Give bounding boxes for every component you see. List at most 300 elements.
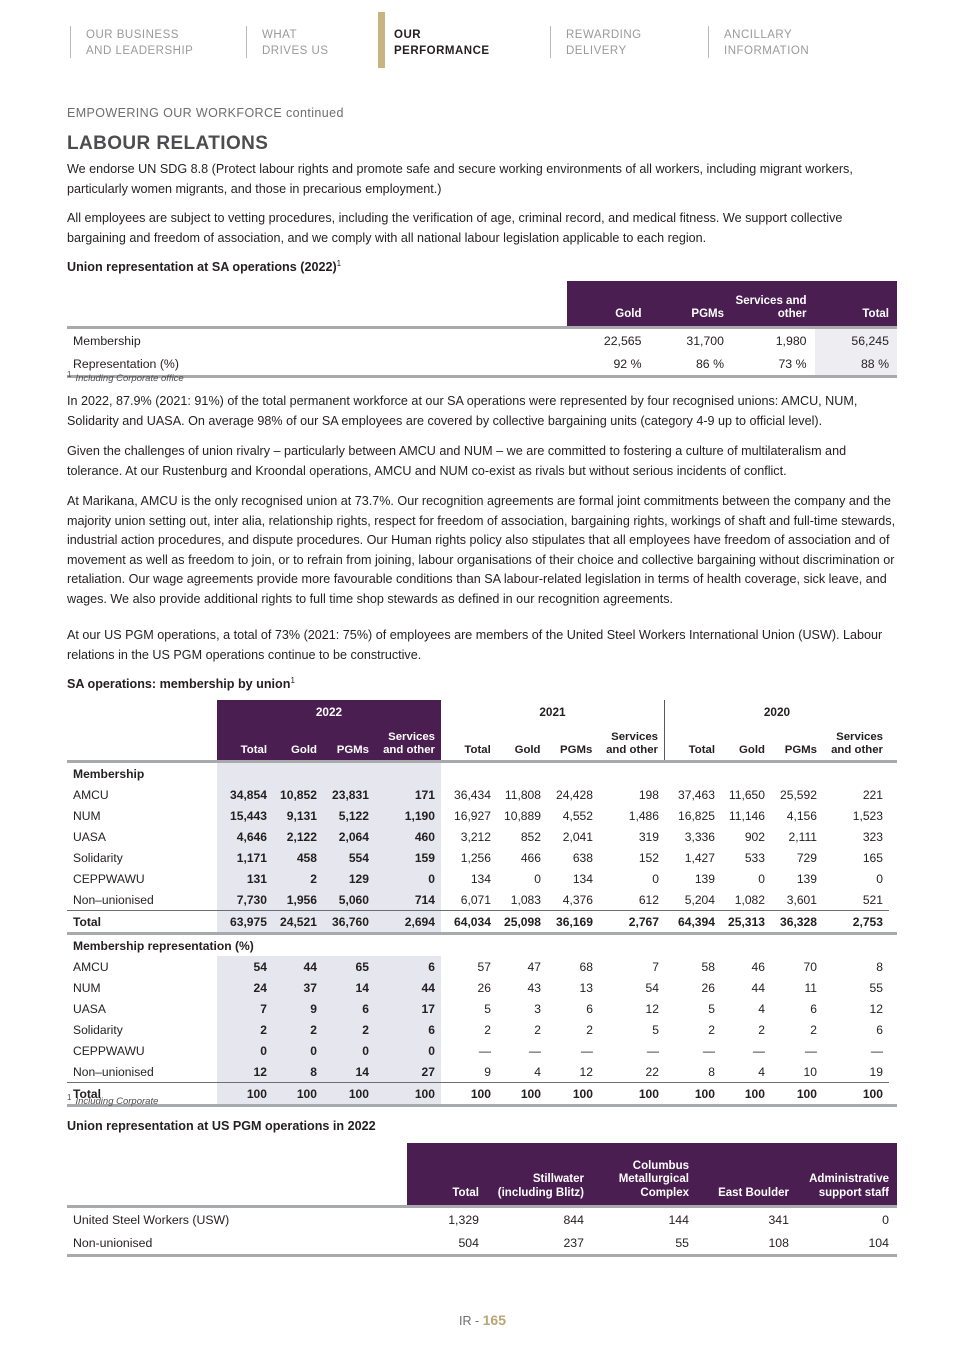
table3-header-spacer	[67, 1143, 407, 1205]
table2-cell-gold: 11,146	[728, 808, 765, 823]
table-row	[67, 784, 897, 805]
table2-row-label: Total	[73, 914, 101, 929]
table2-section-representation	[67, 935, 897, 956]
footer-page-number: 165	[482, 1312, 506, 1328]
table2-cell-services: 100	[862, 1086, 883, 1101]
table2-group-2021	[441, 1040, 665, 1061]
paragraph-6: At our US PGM operations, a total of 73% (2021: 75%) of employees are members of the United Steel Workers International Union (USW). Labour relations in the US PGM operations continue to be constructive.	[67, 628, 883, 662]
table2-group-2022	[217, 847, 441, 868]
table2-group-2021	[441, 889, 665, 910]
table2-cell-gold: 466	[520, 850, 541, 865]
table2-row-label: Non–unionised	[73, 892, 154, 907]
table2-cell-gold: 44	[303, 959, 317, 974]
table2-bottom-rule	[67, 1104, 897, 1107]
table2-cell-gold: 2	[758, 1022, 765, 1037]
table2-cell-pgms: 2,064	[338, 829, 369, 844]
table2-cell-pgms: 554	[348, 850, 369, 865]
nav-item-rewarding-delivery[interactable]	[550, 0, 710, 59]
table2-col-services-line1: Services	[388, 731, 435, 743]
nav-label-line1: ANCILLARY	[724, 29, 793, 41]
footer-prefix: IR -	[459, 1314, 483, 1328]
table2-group-2020	[665, 805, 889, 826]
nav-label-line2: DRIVES US	[262, 44, 329, 57]
table2-cell-total: 54	[253, 959, 267, 974]
table2-cell-pgms: 100	[796, 1086, 817, 1101]
table3-col-stillwater-line2: (including Blitz)	[497, 1186, 584, 1199]
table2-cell-services: 22	[645, 1064, 659, 1079]
table2-group-2020	[665, 868, 889, 889]
table1-col-services-line2: other	[777, 308, 807, 320]
table2-cell-services: 1,523	[852, 808, 883, 823]
table2-section-shade	[217, 763, 441, 784]
table2-cell-total: 134	[470, 871, 491, 886]
table2-cell-total: 16,825	[678, 808, 715, 823]
table2-group-2020	[665, 1019, 889, 1040]
table2-cell-total: —	[478, 1043, 491, 1058]
table2-cell-pgms: 4,552	[562, 808, 593, 823]
table2-group-2020	[665, 998, 889, 1019]
table2-cell-total: 63,975	[230, 914, 267, 929]
paragraph-2: All employees are subject to vetting procedures, including the verification of age, criminal record, and medical fitness. We support collective bargaining and freedom of association, and we comply with all national labour legislation applicable to each region.	[67, 211, 843, 245]
table2-cell-services: 12	[645, 1001, 659, 1016]
table2-group-2022	[217, 1061, 441, 1082]
table-row	[67, 1231, 897, 1254]
paragraph-5: At Marikana, AMCU is the only recognised union at 73.7%. Our recognition agreements are formal joint commitments between the company and the majority union setting out, inter alia, relationship rights, respect for freedom of association, bargaining rights, workings of shaft and full-time stewards, industrial action procedures, and dispute procedures. Our Human rights policy also stipulates that all employees have freedom of association and of movement as well as freedom to join, or to refrain from joining, labour organisations of their choice and collective bargaining without discrimination or retaliation. Our wage agreements provide more favourable conditions than SA labour-related legislation in terms of health coverage, sick leave, and wages. We also provide additional rights to full time shop stewards as defined in our recognition agreements.	[67, 494, 896, 606]
table2-group-2021	[441, 826, 665, 847]
table3-caption: Union representation at US PGM operations in 2022	[67, 1119, 376, 1133]
table-row	[67, 329, 897, 352]
nav-divider-icon	[708, 26, 709, 58]
table2-col-services-and-other	[823, 724, 889, 760]
table2-cell-total: 36,434	[454, 787, 491, 802]
table2-cell-pgms: 23,831	[332, 787, 369, 802]
nav-label-line2: DELIVERY	[566, 44, 627, 57]
table2-cell-pgms: 0	[362, 1043, 369, 1058]
table2-cell-gold: 10,852	[280, 787, 317, 802]
table2-group-2022	[217, 805, 441, 826]
table2-row-label: Solidarity	[73, 1022, 123, 1037]
table2-cell-services: 0	[428, 871, 435, 886]
table2-cell-pgms: 2	[810, 1022, 817, 1037]
table-row	[67, 1061, 897, 1082]
table2-cell-services: 17	[421, 1001, 435, 1016]
table2-cell-gold: 0	[310, 1043, 317, 1058]
table2-group-2021	[441, 784, 665, 805]
table2-cell-services: 1,486	[628, 808, 659, 823]
table2-subheader-2021	[441, 724, 665, 760]
table2-cell-gold: —	[528, 1043, 541, 1058]
table1-col-gold: Gold	[567, 281, 650, 326]
table2-section-membership	[67, 763, 897, 784]
table2-cell-pgms: 638	[572, 850, 593, 865]
table3-col-adm-line2: support staff	[818, 1186, 889, 1199]
table2-group-2021	[441, 911, 665, 932]
table2-cell-services: 165	[862, 850, 883, 865]
table2-cell-services: 7	[652, 959, 659, 974]
table2-cell-pgms: 2,111	[788, 829, 817, 844]
table2-cell-total: 2	[260, 1022, 267, 1037]
table2-cell-pgms: 65	[355, 959, 369, 974]
nav-item-our-performance[interactable]	[378, 0, 558, 59]
table2-col-services-line1: Services	[611, 731, 658, 743]
table3-col-cmc-line3: Complex	[640, 1186, 689, 1199]
table2-cell-services: 2,753	[852, 914, 883, 929]
paragraph-1: We endorse UN SDG 8.8 (Protect labour rights and promote safe and secure working environments of all workers, including migrant workers, particularly women migrants, and those in precarious employment.)	[67, 162, 853, 196]
table3-col-total: Total	[407, 1143, 487, 1205]
table2-col-services-and-other	[375, 724, 441, 760]
nav-label-line2: PERFORMANCE	[394, 44, 490, 57]
table2-group-2022	[217, 956, 441, 977]
table2-cell-gold: 2	[310, 871, 317, 886]
table2-group-2021	[441, 805, 665, 826]
table2-cell-services: 2,694	[404, 914, 435, 929]
table2-footnote: $^1$ Including Corporate	[67, 1093, 159, 1108]
table2-row-label: Non–unionised	[73, 1064, 154, 1079]
table2-cell-gold: 2,122	[286, 829, 317, 844]
table3-col-cmc-line2: Metallurgical	[618, 1173, 689, 1185]
table2-cell-services: 100	[638, 1086, 659, 1101]
table2-subheader-2020	[665, 724, 889, 760]
page-title: LABOUR RELATIONS	[67, 133, 269, 154]
table2-cell-pgms: 13	[579, 980, 593, 995]
table2-cell-total: 16,927	[454, 808, 491, 823]
table2-cell-total: 37,463	[678, 787, 715, 802]
table2-cell-pgms: 36,169	[556, 914, 593, 929]
table2-cell-total: 15,443	[230, 808, 267, 823]
table2-cell-gold: 46	[751, 959, 765, 974]
table2-cell-gold: 8	[310, 1064, 317, 1079]
table2-cell-pgms: 36,328	[780, 914, 817, 929]
table2-cell-gold: 25,098	[504, 914, 541, 929]
table2-cell-total: 139	[694, 871, 715, 886]
table2-group-2020	[665, 1040, 889, 1061]
table2-cell-gold: 533	[744, 850, 765, 865]
table2-cell-total: 2	[708, 1022, 715, 1037]
sep-spacer	[67, 1082, 217, 1083]
table2-group-2020	[665, 1083, 889, 1104]
table3-row-label: Non-unionised	[73, 1235, 153, 1250]
table2-cell-pgms: 6	[810, 1001, 817, 1016]
table3-cell-total: 504	[458, 1235, 479, 1250]
table1-cell-gold: 22,565	[603, 333, 642, 348]
table2-cell-total: 7,730	[236, 892, 267, 907]
table2-cell-total: 5	[484, 1001, 491, 1016]
table2-cell-gold: 11,650	[728, 787, 765, 802]
table2-cell-pgms: 24,428	[556, 787, 593, 802]
table2-cell-pgms: 14	[355, 980, 369, 995]
table2-cell-services: 323	[862, 829, 883, 844]
table2-cell-services: 2,767	[628, 914, 659, 929]
table-union-representation-us-pgm-2022	[67, 1143, 897, 1257]
table2-cell-total: 57	[477, 959, 491, 974]
table2-cell-pgms: 2	[362, 1022, 369, 1037]
table-row	[67, 977, 897, 998]
table3-cell-east-boulder: 341	[768, 1212, 789, 1227]
table2-col-pgms: PGMs	[560, 743, 593, 756]
table-sa-membership-by-union	[67, 700, 897, 1107]
table2-cell-services: 44	[421, 980, 435, 995]
table1-row-label: Representation (%)	[73, 356, 179, 371]
nav-label-line2: AND LEADERSHIP	[86, 44, 194, 57]
table3-row-label: United Steel Workers (USW)	[73, 1212, 230, 1227]
table2-cell-pgms: 70	[803, 959, 817, 974]
table2-cell-gold: 4	[758, 1064, 765, 1079]
table2-cell-pgms: 25,592	[780, 787, 817, 802]
nav-label-line1: OUR BUSINESS	[86, 29, 179, 41]
table3-cell-cmc: 55	[675, 1235, 689, 1250]
table2-cell-gold: 1,956	[286, 892, 317, 907]
table2-section-label: Membership representation (%)	[73, 938, 254, 953]
table2-cell-services: 714	[414, 892, 435, 907]
table-row	[67, 889, 897, 910]
table3-bottom-rule	[67, 1254, 897, 1257]
table2-cell-services: 152	[638, 850, 659, 865]
table1-col-services-line1: Services and	[735, 295, 807, 307]
table-row	[67, 998, 897, 1019]
table2-col-pgms: PGMs	[784, 743, 817, 756]
table2-cell-total: 9	[484, 1064, 491, 1079]
table2-group-2022	[217, 868, 441, 889]
table2-cell-services: 6	[876, 1022, 883, 1037]
table-row	[67, 847, 897, 868]
sep-spacer	[67, 910, 217, 911]
table2-subheader-spacer	[67, 724, 217, 760]
table2-cell-total: 3,336	[684, 829, 715, 844]
table2-cell-services: 1,190	[404, 808, 435, 823]
table2-cell-pgms: 129	[348, 871, 369, 886]
table2-cell-total: 3,212	[460, 829, 491, 844]
table2-cell-gold: 1,082	[734, 892, 765, 907]
table-row	[67, 352, 897, 375]
table2-cell-gold: 3	[534, 1001, 541, 1016]
table3-col-east-boulder: East Boulder	[697, 1143, 797, 1205]
table-row	[67, 911, 897, 932]
table2-cell-total: 2	[484, 1022, 491, 1037]
table2-cell-gold: 100	[520, 1086, 541, 1101]
table2-group-2022	[217, 1083, 441, 1104]
table2-cell-gold: 47	[527, 959, 541, 974]
table2-cell-gold: 24,521	[280, 914, 317, 929]
table2-group-2022	[217, 826, 441, 847]
table2-cell-gold: 852	[520, 829, 541, 844]
nav-divider-icon	[246, 26, 247, 58]
table2-cell-total: 34,854	[230, 787, 267, 802]
table3-cell-admin: 0	[882, 1212, 889, 1227]
table2-cell-gold: 37	[303, 980, 317, 995]
table2-cell-pgms: 6	[362, 1001, 369, 1016]
table2-cell-pgms: 729	[796, 850, 817, 865]
table2-group-2021	[441, 1019, 665, 1040]
table2-cell-pgms: —	[580, 1043, 593, 1058]
table2-cell-total: 100	[246, 1086, 267, 1101]
table2-cell-total: 64,034	[454, 914, 491, 929]
table1-cell-pgms: 31,700	[686, 333, 724, 348]
table1-col-services-and-other	[732, 281, 815, 326]
table2-cell-services: 54	[645, 980, 659, 995]
table2-col-total: Total	[464, 743, 491, 756]
nav-item-what-drives-us[interactable]	[246, 0, 376, 59]
table2-group-2021	[441, 868, 665, 889]
table2-cell-pgms: 36,760	[332, 914, 369, 929]
table2-cell-pgms: 2	[586, 1022, 593, 1037]
table-row	[67, 868, 897, 889]
table2-cell-total: 1,171	[236, 850, 267, 865]
page-footer	[0, 1312, 965, 1328]
nav-active-indicator-icon	[378, 12, 385, 68]
table2-cell-gold: 11,808	[504, 787, 541, 802]
table1-header-spacer	[67, 281, 567, 326]
table-row	[67, 1019, 897, 1040]
table2-group-2022	[217, 1040, 441, 1061]
table2-cell-gold: 0	[758, 871, 765, 886]
table2-cell-pgms: 4,376	[562, 892, 593, 907]
table2-cell-total: 100	[470, 1086, 491, 1101]
table2-cell-pgms: —	[804, 1043, 817, 1058]
table2-cell-total: 5,204	[684, 892, 715, 907]
table2-cell-pgms: 6	[586, 1001, 593, 1016]
table3-cell-stillwater: 237	[563, 1235, 584, 1250]
table2-col-gold: Gold	[291, 743, 317, 756]
table2-cell-pgms: 2,041	[562, 829, 593, 844]
table2-col-gold: Gold	[739, 743, 765, 756]
table2-cell-gold: 9,131	[286, 808, 317, 823]
table-row	[67, 826, 897, 847]
table2-cell-services: 0	[428, 1043, 435, 1058]
table2-cell-gold: 100	[296, 1086, 317, 1101]
table2-year-header-row	[67, 700, 897, 724]
paragraph-3: In 2022, 87.9% (2021: 91%) of the total permanent workforce at our SA operations were represented by four recognised unions: AMCU, NUM, Solidarity and UASA. On average 98% of our SA employees are covered by collective bargaining units (category 4-9 up to official level).	[67, 394, 858, 428]
table2-row-label: NUM	[73, 980, 101, 995]
table2-group-2020	[665, 1061, 889, 1082]
table2-group-2022	[217, 1019, 441, 1040]
table2-cell-total: 4,646	[236, 829, 267, 844]
nav-item-ancillary-information[interactable]	[708, 0, 888, 59]
table3-col-stillwater-line1: Stillwater	[532, 1173, 584, 1185]
table2-cell-gold: 458	[296, 850, 317, 865]
table1-col-total: Total	[815, 281, 898, 326]
nav-label-line2: INFORMATION	[724, 44, 810, 57]
table2-cell-pgms: 5,122	[338, 808, 369, 823]
table2-col-total: Total	[688, 743, 715, 756]
table2-cell-pgms: 134	[572, 871, 593, 886]
table2-group-2021	[441, 977, 665, 998]
table3-cell-admin: 104	[868, 1235, 889, 1250]
table2-cell-services: 8	[876, 959, 883, 974]
table1-footnote: $^1$ Including Corporate office	[67, 370, 184, 385]
table2-row-label: CEPPWAWU	[73, 871, 145, 886]
nav-item-our-business-and-leadership[interactable]	[70, 0, 250, 59]
table2-subheader-row	[67, 724, 897, 760]
table2-caption: SA operations: membership by union$^1$	[67, 676, 295, 692]
table2-cell-services: 12	[869, 1001, 883, 1016]
table2-row-label: UASA	[73, 1001, 106, 1016]
table2-cell-gold: 0	[534, 871, 541, 886]
table2-group-2021	[441, 1061, 665, 1082]
table2-group-2020	[665, 847, 889, 868]
table2-group-2021	[441, 1083, 665, 1104]
table2-cell-pgms: 100	[348, 1086, 369, 1101]
table1-cell-gold: 92 %	[613, 356, 642, 371]
table2-cell-gold: 1,083	[510, 892, 541, 907]
table3-cell-east-boulder: 108	[768, 1235, 789, 1250]
table3-col-adm-line1: Administrative	[809, 1173, 889, 1185]
table2-cell-pgms: 3,601	[786, 892, 817, 907]
table2-row-label: NUM	[73, 808, 101, 823]
table3-col-administrative-support-staff	[797, 1143, 897, 1205]
table2-year-2022: 2022	[217, 700, 441, 724]
table2-cell-pgms: 12	[579, 1064, 593, 1079]
table2-group-2020	[665, 784, 889, 805]
table2-cell-total: 5	[708, 1001, 715, 1016]
table2-cell-services: 0	[652, 871, 659, 886]
table2-cell-gold: 100	[744, 1086, 765, 1101]
table2-cell-services: —	[870, 1043, 883, 1058]
table2-cell-total: 26	[701, 980, 715, 995]
table2-group-2020	[665, 889, 889, 910]
table2-group-2020	[665, 956, 889, 977]
table1-col-pgms: PGMs	[650, 281, 733, 326]
nav-label-line1: REWARDING	[566, 29, 642, 41]
table2-cell-total: 12	[253, 1064, 267, 1079]
table3-col-stillwater	[487, 1143, 592, 1205]
table2-cell-pgms: 5,060	[338, 892, 369, 907]
table2-cell-pgms: 100	[572, 1086, 593, 1101]
table2-subheader-2022	[217, 724, 441, 760]
table2-cell-services: 55	[869, 980, 883, 995]
table2-row-label: AMCU	[73, 959, 109, 974]
table2-cell-total: 1,427	[684, 850, 715, 865]
table2-col-services-and-other	[598, 724, 664, 760]
table2-cell-gold: 25,313	[728, 914, 765, 929]
table1-cell-total: 88 %	[815, 352, 898, 375]
nav-divider-icon	[70, 26, 71, 58]
table2-cell-pgms: 4,156	[786, 808, 817, 823]
table2-group-2022	[217, 977, 441, 998]
table2-cell-services: 460	[414, 829, 435, 844]
table2-cell-pgms: 11	[804, 980, 817, 995]
table2-row-label: CEPPWAWU	[73, 1043, 145, 1058]
table2-cell-services: 0	[876, 871, 883, 886]
table2-cell-services: 198	[638, 787, 659, 802]
table2-group-2021	[441, 847, 665, 868]
table2-cell-services: 6	[428, 959, 435, 974]
table2-cell-total: 64,394	[678, 914, 715, 929]
table2-cell-services: 19	[869, 1064, 883, 1079]
table2-year-spacer	[67, 700, 217, 724]
table2-cell-total: 24	[253, 980, 267, 995]
table2-col-services-line2: and other	[831, 743, 883, 756]
table3-col-columbus-metallurgical-complex	[592, 1143, 697, 1205]
table2-cell-services: 612	[638, 892, 659, 907]
table2-cell-services: 100	[414, 1086, 435, 1101]
table2-section-label: Membership	[73, 766, 145, 781]
table2-year-2021: 2021	[441, 700, 665, 724]
table2-cell-pgms: 68	[579, 959, 593, 974]
table2-group-2022	[217, 998, 441, 1019]
table2-group-2022	[217, 889, 441, 910]
table2-col-gold: Gold	[514, 743, 541, 756]
table2-cell-services: 5	[652, 1022, 659, 1037]
table1-caption: Union representation at SA operations $(2022)^1$	[67, 259, 342, 275]
table-union-representation-sa-2022	[67, 281, 897, 378]
table2-cell-services: 27	[421, 1064, 435, 1079]
table2-cell-services: 319	[638, 829, 659, 844]
table2-row-label: UASA	[73, 829, 106, 844]
table3-cell-total: 1,329	[448, 1212, 479, 1227]
table2-cell-total: 0	[260, 1043, 267, 1058]
table2-cell-gold: 10,889	[504, 808, 541, 823]
table2-col-services-line2: and other	[606, 743, 658, 756]
